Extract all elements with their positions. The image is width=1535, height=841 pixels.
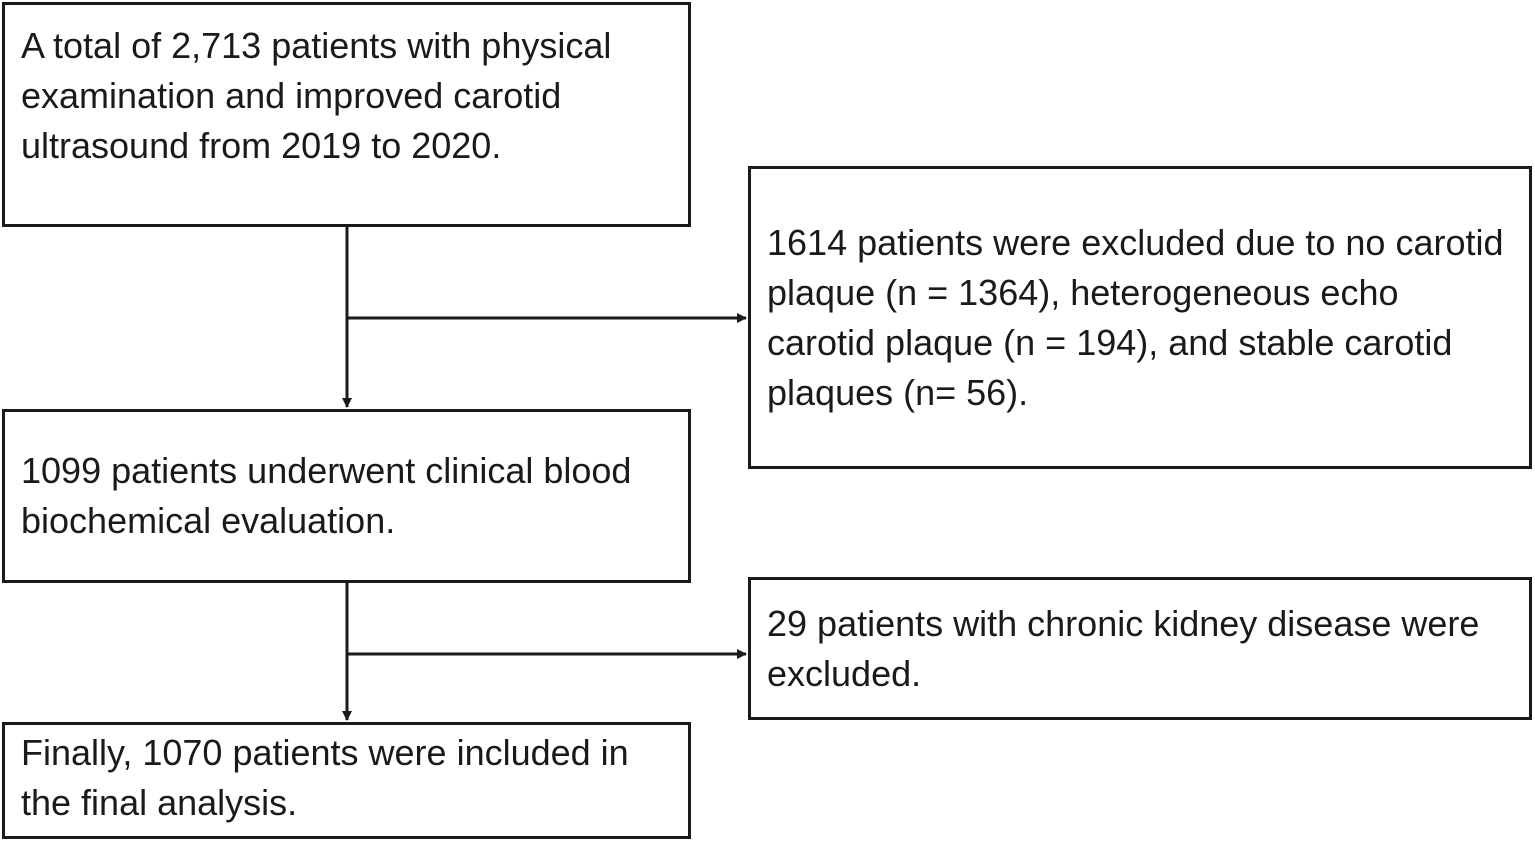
final-cohort-box <box>2 722 691 839</box>
final-cohort-text: Finally, 1070 patients were included in the final analysis. <box>21 731 629 823</box>
initial-cohort-box <box>2 2 691 227</box>
blood-evaluation-text: 1099 patients underwent clinical blood biochemical evaluation. <box>21 450 632 541</box>
plaque-exclusion-text: 1614 patients were excluded due to no carotid plaque (n = 1364), heterogeneous echo carotid plaque (n = 194), and stable carotid plaques (n= 56). <box>767 221 1504 413</box>
plaque-exclusion-box <box>748 166 1532 469</box>
ckd-exclusion-box <box>748 577 1532 720</box>
blood-evaluation-box <box>2 409 691 583</box>
initial-cohort-text: A total of 2,713 patients with physical examination and improved carotid ultrasound from 2019 to 2020. <box>21 25 612 166</box>
ckd-exclusion-text: 29 patients with chronic kidney disease were excluded. <box>767 602 1480 694</box>
